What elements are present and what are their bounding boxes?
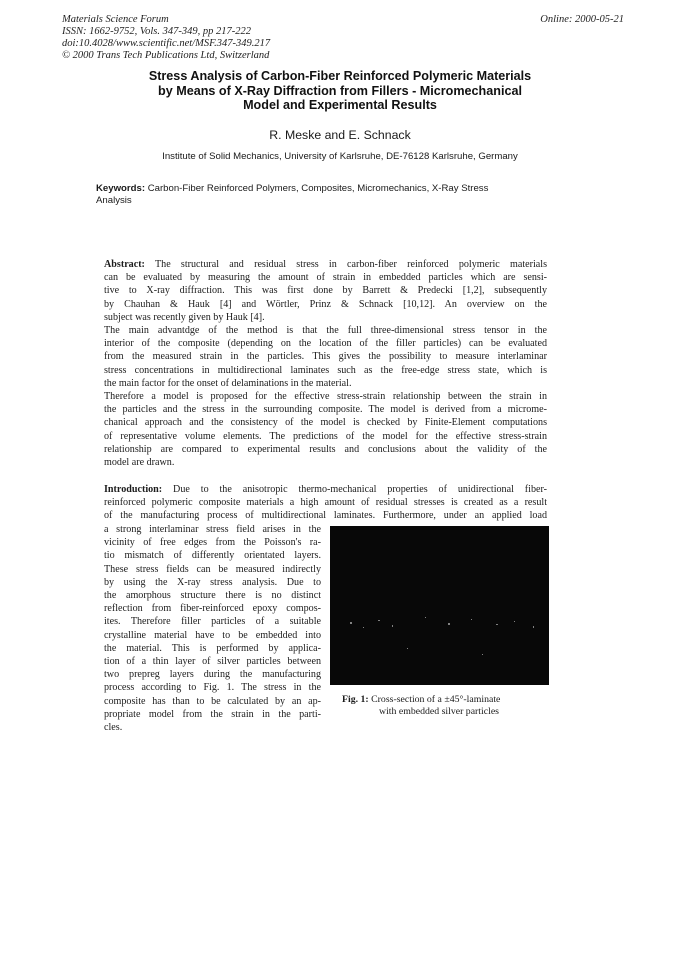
abstract [104,258,547,469]
abstract-label: Abstract: [104,259,145,270]
intro-line: process according to Fig. 1. The stress in the [104,682,321,694]
abstract-line: subject was recently given by Hauk [4]. [104,311,265,323]
affiliation: Institute of Solid Mechanics, University of Karlsruhe, DE-76128 Karlsruhe, Germany [162,151,518,162]
intro-line: a strong interlaminar stress field arises in the [104,524,321,535]
intro-line: two prepreg layers during the manufacturing [104,669,321,681]
intro-line: composite has than to be calculated by an ap- [104,695,321,707]
abstract-line: interior of the composite (depending on the location of the filler particles) can be evaluated [104,338,547,350]
paper-title [90,69,590,113]
abstract-line: Therefore a model is proposed for the effective stress-strain relationship between the strain in [104,391,547,403]
caption-text: Cross-section of a ±45°-laminate [371,694,501,705]
copyright-line: © 2000 Trans Tech Publications Ltd, Switzerland [62,50,270,61]
intro-line: reinforced polymeric composite materials a high amount of residual stresses is created as a result [104,497,547,509]
keywords-label: Keywords: [96,183,146,194]
abstract-line: the particles and the stress in the surrounding composite. The model is derived from a microme- [104,404,547,416]
intro-line: ites. Therefore filler particles of a suitable [104,616,321,628]
doi-link[interactable]: doi:10.4028/www.scientific.net/MSF.347-349.217 [62,38,271,49]
intro-line: Introduction: Due to the anisotropic thermo-mechanical properties of unidirectional fiber- [104,484,547,495]
intro-line: of the manufacturing process of multidirectional laminates. Furthermore, under an applied load [104,510,547,522]
intro-line: cles. [104,722,123,734]
abstract-line: from the measured strain in the particles. This gives the possibility to measure interlaminar [104,351,547,363]
running-header [62,14,624,62]
introduction-column [104,523,321,734]
abstract-line: Abstract: The structural and residual stress in carbon-fiber reinforced polymeric materials [104,259,547,270]
abstract-line: stress concentrations in multidirectional laminates such as the free-edge stress state, which is [104,364,547,376]
intro-line: tio mismatch of differently orientated layers. [104,550,321,562]
abstract-line: model are drawn. [104,457,175,469]
journal-name: Materials Science Forum [62,14,169,25]
authors: R. Meske and E. Schnack [269,128,411,142]
abstract-line: by Chauhan & Hauk [4] and Wörtler, Prinz & Schnack [10,12]. An overview on the [104,298,547,310]
intro-line: the material. This is performed by applica- [104,642,321,654]
intro-line: the amorphous structure there is no distinct [104,590,321,602]
abstract-line: the main factor for the onset of delaminations in the material. [104,377,352,389]
abstract-line: relationship are compared to experimental results and conclusions about the validity of the [104,443,547,455]
title-line: Stress Analysis of Carbon-Fiber Reinforced Polymeric Materials [148,69,532,83]
abstract-line: tive to X-ray diffraction. This was first done by Barrett & Predecki [1,2], subsequently [104,285,547,297]
intro-line: by using the X-ray stress analysis. Due to [104,576,321,588]
intro-line: tion of a thin layer of silver particles between [104,656,321,668]
introduction [104,483,547,523]
title-line: by Means of X-Ray Diffraction from Fillers - Micromechanical [158,83,522,98]
abstract-line: chanical approach and the consistency of the model is checked by Finite-Element computations [104,417,547,429]
caption-text: with embedded silver particles [379,706,499,717]
issn-line: ISSN: 1662-9752, Vols. 347-349, pp 217-222 [62,26,251,37]
online-date: Online: 2000-05-21 [540,14,624,25]
intro-line: vicinity of free edges from the Poisson's ra- [104,537,321,549]
abstract-line: can be evaluated by measuring the amount of strain in embedded particles which are sensi- [104,272,547,284]
title-line: Model and Experimental Results [243,98,437,112]
introduction-label: Introduction: [104,484,163,495]
intro-line: These stress fields can be measured indirectly [104,563,321,575]
figure-label: Fig. 1: [342,694,369,705]
abstract-line: of representative volume elements. The predictions of the model for the effective stress-strain [104,430,547,442]
intro-line: crystalline material have to be embedded into [104,629,321,641]
sem-micrograph [330,526,549,685]
abstract-line: The main advantdge of the method is that the full three-dimensional stress tensor in the [104,325,547,337]
intro-line: reflection from fiber-reinforced epoxy compos- [104,603,321,615]
keywords-text: Carbon-Fiber Reinforced Polymers, Composites, Micromechanics, X-Ray Stress Analysis [96,183,489,206]
figure-caption [342,694,572,718]
intro-line: propriate model from the strain in the parti- [104,708,321,720]
keywords [96,183,526,207]
